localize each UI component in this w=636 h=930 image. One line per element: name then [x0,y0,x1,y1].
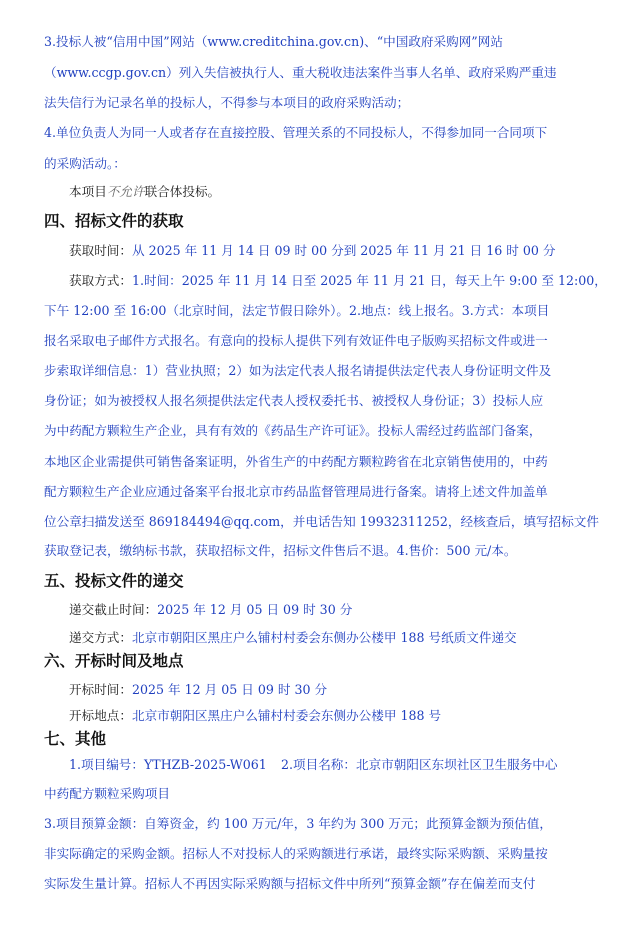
paragraph-line: 的采购活动。： [44,156,126,171]
joint-bid-suffix: 联合体投标。 [144,184,221,199]
joint-bid-value: 不允许 [106,184,145,199]
obtain-method-line [69,272,607,290]
project-number: 1.项目编号：YTHZB-2025-W061 [69,757,267,772]
paragraph-line: 为中药配方颗粒生产企业，具有有效的《药品生产许可证》。投标人需经过药监部门备案， [44,423,542,438]
submit-deadline-label: 递交截止时间： [69,602,158,617]
section-heading-6: 六、开标时间及地点 [44,652,184,670]
paragraph-line: 本地区企业需提供可销售备案证明，外省生产的中药配方颗粒跨省在北京销售使用的，中药 [44,454,548,469]
paragraph-line: 获取登记表，缴纳标书款，获取招标文件，招标文件售后不退。4.售价：500 元/本。 [44,543,517,558]
paragraph-line: 实际发生量计算。招标人不再因实际采购额与招标文件中所列“预算金额”存在偏差而支付 [44,876,536,891]
joint-bid-line [69,183,220,201]
project-name: 2.项目名称：北京市朝阳区东坝社区卫生服务中心 [281,757,558,772]
submit-method-line [69,629,517,647]
paragraph-line: 非实际确定的采购金额。招标人不对投标人的采购额进行承诺，最终实际采购额、采购量按 [44,846,548,861]
paragraph-line: 4.单位负责人为同一人或者存在直接控股、管理关系的不同投标人，不得参加同一合同项下 [44,125,548,140]
paragraph-line: 报名采取电子邮件方式报名。有意向的投标人提供下列有效证件电子版购买招标文件或进一 [44,333,548,348]
submit-deadline-value: 2025 年 12 月 05 日 09 时 30 分 [157,602,353,617]
paragraph-line: （www.ccgp.gov.cn）列入失信被执行人、重大税收违法案件当事人名单、政府采购严重违 [44,65,557,80]
obtain-method-value: 1.时间：2025 年 11 月 14 日至 2025 年 11 月 21 日，每天上午 9:00 至 12:00， [131,273,607,288]
obtain-time-label: 获取时间： [69,243,132,258]
paragraph-line: 3.投标人被“信用中国”网站（www.creditchina.gov.cn)、“中国政府采购网”网站 [44,34,503,49]
opening-place-label: 开标地点： [69,708,132,723]
opening-place-line [69,707,441,725]
obtain-time-line [69,242,555,260]
opening-time-label: 开标时间： [69,682,132,697]
paragraph-line: 位公章扫描发送至 869184494@qq.com，并电话告知 19932311252，经核查后，填写招标文件 [44,514,599,529]
submit-deadline-line [69,601,352,619]
paragraph-line: 中药配方颗粒采购项目 [44,786,170,801]
paragraph-line: 步索取详细信息：1）营业执照；2）如为法定代表人报名请提供法定代表人身份证明文件及 [44,363,552,378]
joint-bid-prefix: 本项目 [69,184,107,199]
opening-time-line [69,681,327,699]
obtain-time-value: 从 2025 年 11 月 14 日 09 时 00 分到 2025 年 11 月 21 日 16 时 00 分 [131,243,556,258]
paragraph-line: 身份证；如为被授权人报名须提供法定代表人授权委托书、被授权人身份证；3）投标人应 [44,393,544,408]
opening-time-value: 2025 年 12 月 05 日 09 时 30 分 [131,682,328,697]
section-heading-5: 五、投标文件的递交 [44,572,184,590]
opening-place-value: 北京市朝阳区黑庄户么铺村村委会东侧办公楼甲 188 号 [131,708,442,723]
paragraph-line: 法失信行为记录名单的投标人，不得参与本项目的政府采购活动； [44,95,410,110]
paragraph-line: 配方颗粒生产企业应通过备案平台报北京市药品监督管理局进行备案。请将上述文件加盖单 [44,484,548,499]
section-heading-7: 七、其他 [44,730,107,748]
submit-method-value: 北京市朝阳区黑庄户么铺村村委会东侧办公楼甲 188 号纸质文件递交 [131,630,517,645]
paragraph-line: 3.项目预算金额：自筹资金，约 100 万元/年，3 年约为 300 万元；此预算金额为预估值， [44,816,552,831]
obtain-method-label: 获取方式： [69,273,132,288]
submit-method-label: 递交方式： [69,630,132,645]
section-heading-4: 四、招标文件的获取 [44,212,184,230]
paragraph-line: 下午 12:00 至 16:00（北京时间，法定节假日除外）。2.地点：线上报名。3.方式：本项目 [44,303,550,318]
